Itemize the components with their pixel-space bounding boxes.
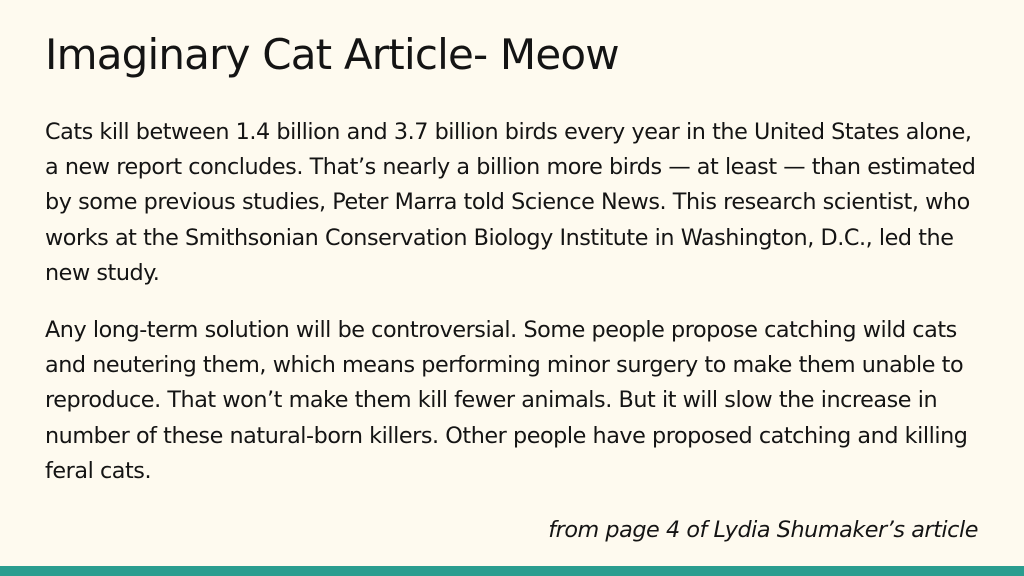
citation: from page 4 of Lydia Shumaker’s article bbox=[548, 517, 978, 543]
body-paragraph-1: Cats kill between 1.4 billion and 3.7 billion birds every year in the United States alone, a new report concludes. That’s nearly a billion more birds — at least — than estimated by some previous studies, Peter Marra told Science News. This research scientist, who works at the Smithsonian Conservation Biology Institute in Washington, D.C., led the new study. bbox=[45, 119, 976, 286]
body-paragraph-2: Any long-term solution will be controversial. Some people propose catching wild cats and neutering them, which means performing minor surgery to make them unable to reproduce. That won’t make them kill fewer animals. But it will slow the increase in number of these natural-born killers. Other people have proposed catching and killing feral cats. bbox=[45, 317, 968, 484]
slide-title: Imaginary Cat Article- Meow bbox=[45, 30, 619, 79]
accent-bar bbox=[0, 566, 1024, 576]
